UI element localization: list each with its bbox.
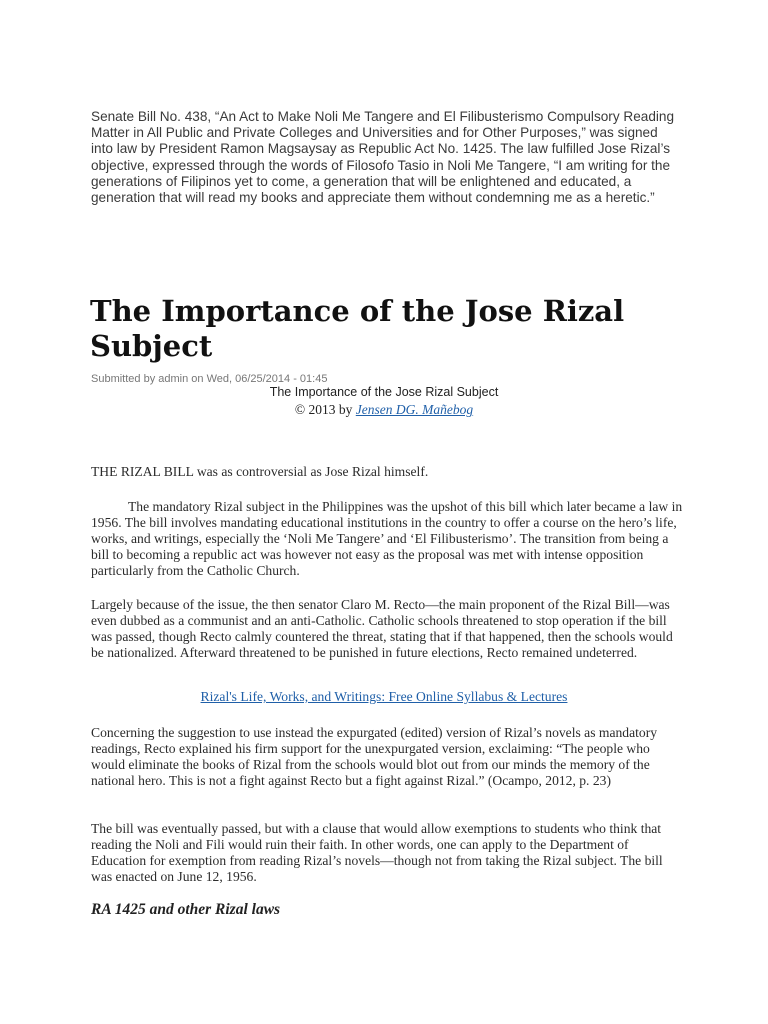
byline <box>0 402 768 418</box>
paragraph-5: The bill was eventually passed, but with a clause that would allow exemptions to students who think that reading the Noli and Fili would ruin their faith. In other words, one can apply to the Department of Education for exemption from reading Rizal’s novels—though not from taking the Rizal subject. The bill was enacted on June 12, 1956. <box>91 821 663 885</box>
submitted-info: Submitted by admin on Wed, 06/25/2014 - 01:45 <box>91 373 328 385</box>
centered-title: The Importance of the Jose Rizal Subject <box>269 385 499 399</box>
copyright-text: © 2013 by <box>294 402 356 417</box>
paragraph-4: Concerning the suggestion to use instead the expurgated (edited) version of Rizal’s novels as mandatory readings, Recto explained his firm support for the unexpurgated version, exclaiming: “The people who would eliminate the books of Rizal from the schools would blot out from our minds the memory of the national hero. This is not a fight against Recto but a fight against Rizal.” (Ocampo, 2012, p. 23) <box>91 725 658 789</box>
paragraph-1: THE RIZAL BILL was as controversial as Jose Rizal himself. <box>91 464 429 479</box>
author-link[interactable]: Jensen DG. Mañebog <box>355 402 474 417</box>
paragraph-3: Largely because of the issue, the then senator Claro M. Recto—the main proponent of the Rizal Bill—was even dubbed as a communist and an anti-Catholic. Catholic schools threatened to stop operation if the bill was passed, though Recto calmly countered the threat, stating that if that happened, then the schools would be nationalized. Afterward threatened to be punished in future elections, Recto remained undeterred. <box>91 597 673 661</box>
paragraph-2: The mandatory Rizal subject in the Philippines was the upshot of this bill which later became a law in 1956. The bill involves mandating educational institutions in the country to offer a course on the hero’s life, works, and writings, especially the ‘Noli Me Tangere’ and ‘El Filibusterismo’. The transition from being a bill to becoming a republic act was however not easy as the proposal was met with intense opposition particularly from the Catholic Church. <box>91 499 683 579</box>
syllabus-link-line <box>0 689 768 705</box>
section-subheading: RA 1425 and other Rizal laws <box>91 901 281 918</box>
article-title: The Importance of the Jose Rizal Subject <box>90 294 625 363</box>
syllabus-link[interactable]: Rizal's Life, Works, and Writings: Free Online Syllabus & Lectures <box>200 689 568 704</box>
intro-paragraph: Senate Bill No. 438, “An Act to Make Noli Me Tangere and El Filibusterismo Compulsory Reading Matter in All Public and Private Colleges and Universities and for Other Purposes,” was signed into law by President Ramon Magsaysay as Republic Act No. 1425. The law fulfilled Jose Rizal’s objective, expressed through the words of Filosofo Tasio in Noli Me Tangere, “I am writing for the generations of Filipinos yet to come, a generation that will be enlightened and educated, a generation that will read my books and appreciate them without condemning me as a heretic.” <box>91 109 675 206</box>
